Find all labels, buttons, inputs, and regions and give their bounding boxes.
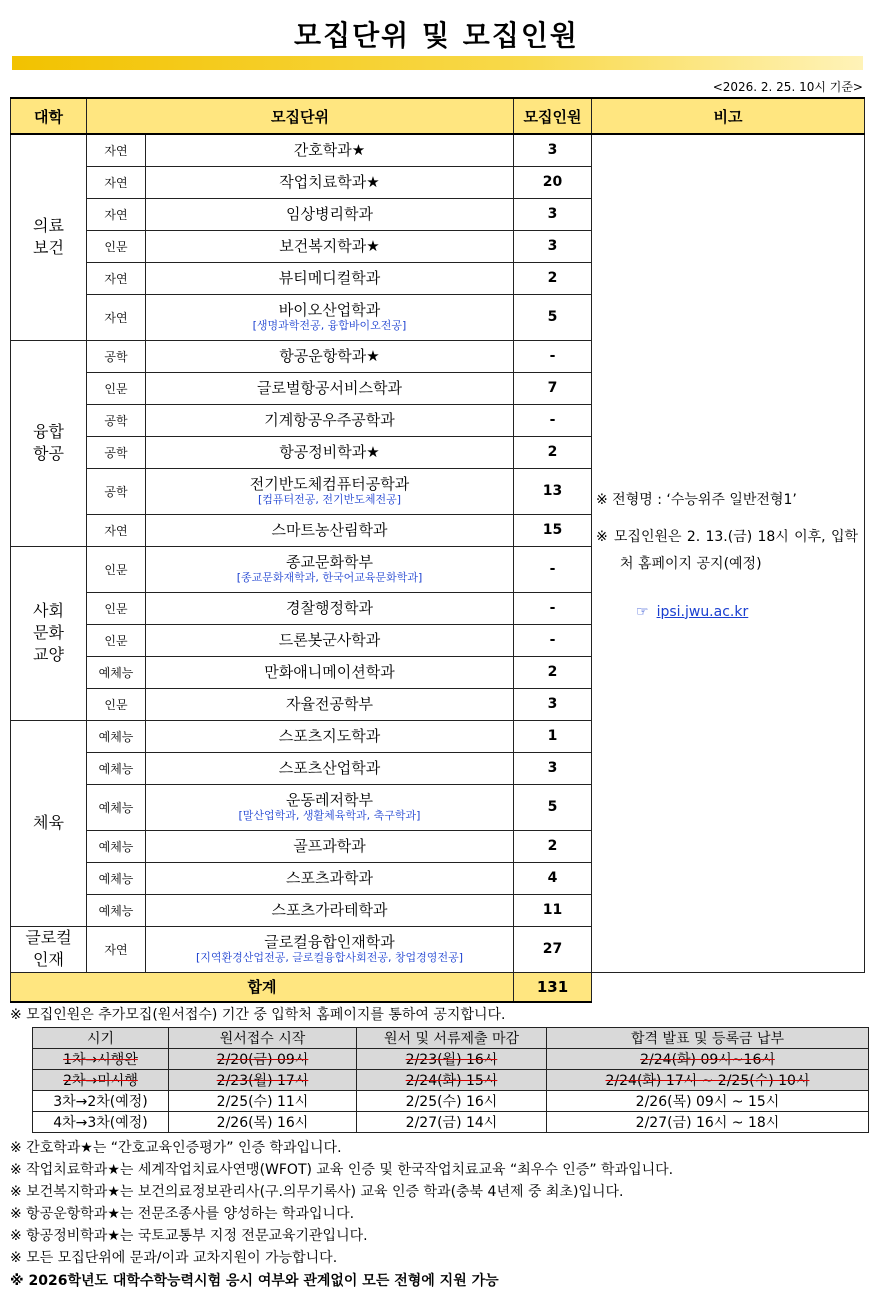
schedule-cell: 2/24(화) 09시~16시 [547,1049,869,1070]
count-cell: 3 [514,688,592,720]
schedule-row [33,1091,869,1112]
recruitment-notice: ※ 모집인원은 추가모집(원서접수) 기간 중 입학처 홈페이지를 통하여 공지합니다. [10,1007,506,1023]
unit-cell [146,198,514,230]
count-cell: 13 [514,468,592,514]
total-row [11,972,865,1002]
schedule-row [33,1070,869,1091]
count-cell: - [514,404,592,436]
schedule-cell: 2/27(금) 14시 [357,1112,547,1133]
unit-name: 종교문화학부 [286,552,373,571]
table-header-row [11,98,865,134]
count-cell: 3 [514,230,592,262]
unit-name: 스포츠지도학과 [278,726,381,745]
schedule-cell: 2/25(수) 16시 [357,1091,547,1112]
field-cell: 인문 [87,372,146,404]
unit-cell [146,134,514,166]
count-cell: 20 [514,166,592,198]
field-cell: 예체능 [87,830,146,862]
field-cell: 자연 [87,166,146,198]
unit-name: 기계항공우주공학과 [264,410,395,429]
schedule-row [33,1112,869,1133]
header-college: 대학 [11,98,87,134]
unit-cell [146,514,514,546]
field-cell: 공학 [87,468,146,514]
college-cell: 글로컬 인재 [11,926,87,972]
title-underline-bar [12,56,863,70]
unit-name: 보건복지학과★ [279,236,380,255]
unit-majors: [지역환경산업전공, 글로컬융합사회전공, 창업경영전공] [196,950,463,964]
unit-name: 경찰행정학과 [286,598,373,617]
unit-majors: [생명과학전공, 융합바이오전공] [252,318,407,332]
count-cell: 5 [514,294,592,340]
unit-name: 항공정비학과★ [279,442,380,461]
unit-name: 자율전공학부 [286,694,373,713]
unit-name: 바이오산업학과 [278,300,381,319]
total-blank [592,972,865,1002]
count-cell: 3 [514,134,592,166]
pointing-hand-icon: ☞ [636,603,649,620]
field-cell: 자연 [87,926,146,972]
remark-admission-type: ※ 전형명 : ‘수능위주 일반전형1’ [596,491,797,508]
count-cell: 2 [514,436,592,468]
unit-name: 드론봇군사학과 [278,630,381,649]
college-cell: 체육 [11,720,87,926]
unit-name: 스포츠과학과 [286,868,373,887]
unit-cell [146,624,514,656]
schedule-cell: 2/27(금) 16시 ~ 18시 [547,1112,869,1133]
count-cell: 4 [514,862,592,894]
footnote-welfare: ※ 보건복지학과★는 보건의료정보관리사(구.의무기록사) 교육 인증 학과(충북 4년제 중 최초)입니다. [10,1184,624,1200]
field-cell: 인문 [87,624,146,656]
field-cell: 자연 [87,294,146,340]
footnote-csat: ※ 2026학년도 대학수학능력시험 응시 여부와 관계없이 모든 전형에 지원 가능 [10,1273,499,1289]
count-cell: 27 [514,926,592,972]
schedule-cell: 2/23(월) 16시 [357,1049,547,1070]
count-cell: - [514,592,592,624]
count-cell: 2 [514,830,592,862]
unit-cell [146,688,514,720]
unit-name: 만화애니메이션학과 [264,662,395,681]
schedule-cell: 3차→2차(예정) [33,1091,169,1112]
page-title: 모집단위 및 모집인원 [294,19,579,52]
unit-majors: [컴퓨터전공, 전기반도체전공] [257,492,402,506]
field-cell: 예체능 [87,894,146,926]
count-cell: 7 [514,372,592,404]
unit-cell [146,294,514,340]
basis-date: <2026. 2. 25. 10시 기준> [712,80,863,94]
field-cell: 인문 [87,592,146,624]
unit-cell [146,784,514,830]
count-cell: 1 [514,720,592,752]
field-cell: 자연 [87,134,146,166]
unit-cell [146,468,514,514]
field-cell: 예체능 [87,752,146,784]
schedule-header-row [33,1028,869,1049]
unit-name: 스마트농산림학과 [271,520,388,539]
count-cell: 11 [514,894,592,926]
table-row [11,134,865,166]
schedule-table [32,1027,869,1133]
remarks-cell [592,134,865,972]
unit-cell [146,404,514,436]
total-count: 131 [514,972,592,1002]
count-cell: 15 [514,514,592,546]
unit-cell [146,436,514,468]
footnote-nursing: ※ 간호학과★는 “간호교육인증평가” 인증 학과입니다. [10,1140,342,1156]
schedule-header: 시기 [33,1028,169,1049]
total-label: 합계 [11,972,514,1002]
unit-name: 스포츠산업학과 [278,758,381,777]
field-cell: 예체능 [87,656,146,688]
header-count: 모집인원 [514,98,592,134]
field-cell: 예체능 [87,720,146,752]
unit-cell [146,720,514,752]
unit-cell [146,894,514,926]
schedule-cell: 2/24(화) 15시 [357,1070,547,1091]
field-cell: 인문 [87,230,146,262]
unit-majors: [종교문화재학과, 한국어교육문화학과] [236,570,423,584]
footnote-aviation: ※ 항공운항학과★는 전문조종사를 양성하는 학과입니다. [10,1206,355,1222]
footnote-cross-apply: ※ 모든 모집단위에 문과/이과 교차지원이 가능합니다. [10,1250,338,1266]
field-cell: 자연 [87,514,146,546]
field-cell: 예체능 [87,784,146,830]
schedule-cell: 2/20(금) 09시 [169,1049,357,1070]
unit-name: 작업치료학과★ [279,172,380,191]
admission-site-url: ipsi.jwu.ac.kr [656,603,749,620]
unit-majors: [말산업학과, 생활체육학과, 축구학과] [238,808,421,822]
schedule-row [33,1049,869,1070]
footnote-maintenance: ※ 항공정비학과★는 국토교통부 지정 전문교육기관입니다. [10,1228,368,1244]
unit-name: 운동레저학부 [286,790,373,809]
unit-cell [146,546,514,592]
unit-cell [146,340,514,372]
count-cell: 2 [514,656,592,688]
field-cell: 예체능 [87,862,146,894]
unit-name: 항공운항학과★ [279,346,380,365]
unit-cell [146,862,514,894]
schedule-cell: 2/26(목) 09시 ~ 15시 [547,1091,869,1112]
field-cell: 인문 [87,688,146,720]
field-cell: 공학 [87,404,146,436]
unit-cell [146,166,514,198]
count-cell: - [514,546,592,592]
unit-cell [146,656,514,688]
count-cell: 3 [514,752,592,784]
unit-cell [146,372,514,404]
schedule-header: 원서 및 서류제출 마감 [357,1028,547,1049]
college-cell: 융합 항공 [11,340,87,546]
unit-cell [146,752,514,784]
schedule-header: 원서접수 시작 [169,1028,357,1049]
count-cell: 3 [514,198,592,230]
schedule-cell: 2/26(목) 16시 [169,1112,357,1133]
schedule-header: 합격 발표 및 등록금 납부 [547,1028,869,1049]
unit-name: 간호학과★ [293,140,366,159]
schedule-cell: 1차→시행완 [33,1049,169,1070]
count-cell: 5 [514,784,592,830]
schedule-cell: 2/25(수) 11시 [169,1091,357,1112]
count-cell: - [514,340,592,372]
field-cell: 인문 [87,546,146,592]
college-cell: 사회 문화 교양 [11,546,87,720]
header-remarks: 비고 [592,98,865,134]
unit-name: 임상병리학과 [286,204,373,223]
unit-cell [146,230,514,262]
field-cell: 자연 [87,262,146,294]
unit-name: 스포츠가라테학과 [271,900,388,919]
unit-name: 전기반도체컴퓨터공학과 [249,474,410,493]
count-cell: 2 [514,262,592,294]
count-cell: - [514,624,592,656]
unit-cell [146,592,514,624]
unit-cell [146,926,514,972]
unit-name: 뷰티메디컬학과 [278,268,381,287]
unit-cell [146,830,514,862]
unit-name: 글로컬융합인재학과 [264,932,395,951]
schedule-cell: 2/23(월) 17시 [169,1070,357,1091]
recruitment-table [10,97,865,1003]
field-cell: 공학 [87,436,146,468]
schedule-cell: 2/24(화) 17시 ~ 2/25(수) 10시 [547,1070,869,1091]
header-unit: 모집단위 [87,98,514,134]
college-cell: 의료 보건 [11,134,87,340]
schedule-cell: 4차→3차(예정) [33,1112,169,1133]
unit-name: 골프과학과 [293,836,366,855]
footnote-occupational: ※ 작업치료학과★는 세계작업치료사연맹(WFOT) 교육 인증 및 한국작업치료교육 “최우수 인증” 학과입니다. [10,1162,674,1178]
unit-name: 글로벌항공서비스학과 [257,378,402,397]
field-cell: 자연 [87,198,146,230]
admission-site-link[interactable] [596,604,858,620]
unit-cell [146,262,514,294]
schedule-cell: 2차→미시행 [33,1070,169,1091]
field-cell: 공학 [87,340,146,372]
remark-announcement: ※ 모집인원은 2. 13.(금) 18시 이후, 입학처 홈페이지 공지(예정) [596,528,858,572]
